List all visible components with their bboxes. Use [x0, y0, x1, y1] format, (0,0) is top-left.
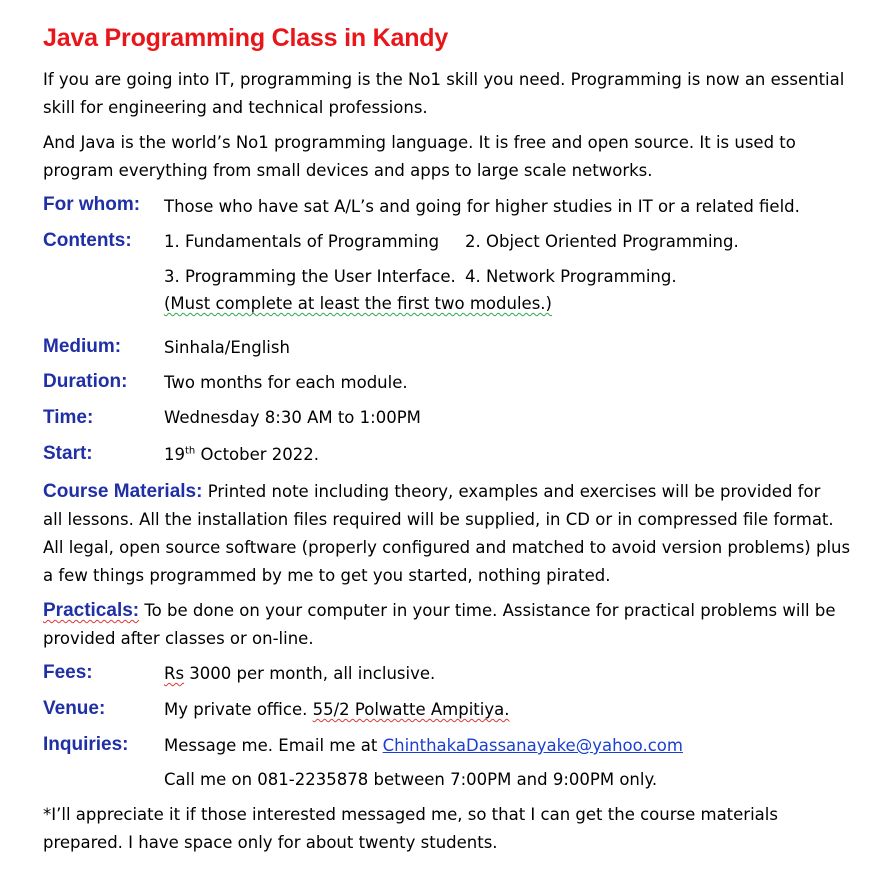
- intro-paragraph-1-line-1: If you are going into IT, programming is the No1 skill you need. Programming is now an essential: [43, 70, 845, 89]
- practicals-line-1: [43, 597, 835, 625]
- start-day: 19: [164, 445, 185, 464]
- venue-label: Venue:: [43, 698, 106, 719]
- medium-value: Sinhala/English: [164, 338, 290, 357]
- for-whom-label: For whom:: [43, 194, 141, 215]
- course-materials-line-4: a few things programmed by me to get you started, nothing pirated.: [43, 566, 611, 585]
- course-materials-line-3: All legal, open source software (properly configured and matched to avoid version problems) plus: [43, 538, 851, 557]
- inquiries-prefix: Message me. Email me at: [164, 736, 383, 755]
- practicals-line-2: provided after classes or on-line.: [43, 629, 314, 648]
- contents-item-1: 1. Fundamentals of Programming: [164, 232, 440, 251]
- start-date-rest: October 2022.: [195, 445, 320, 464]
- for-whom-value: Those who have sat A/L’s and going for higher studies in IT or a related field.: [164, 197, 800, 216]
- course-materials-label: Course Materials:: [43, 481, 203, 502]
- time-label: Time:: [43, 407, 94, 428]
- venue-text: My private office.: [164, 700, 313, 719]
- fees-label: Fees:: [43, 662, 93, 683]
- time-value: Wednesday 8:30 AM to 1:00PM: [164, 408, 421, 427]
- intro-paragraph-1-line-2: skill for engineering and technical professions.: [43, 98, 428, 117]
- medium-label: Medium:: [43, 336, 122, 357]
- intro-paragraph-2-line-2: program everything from small devices and apps to large scale networks.: [43, 161, 653, 180]
- contents-item-3: 3. Programming the User Interface.: [164, 267, 456, 286]
- inquiries-line-2: Call me on 081-2235878 between 7:00PM and 9:00PM only.: [164, 770, 658, 789]
- venue-value: [164, 696, 509, 724]
- page-title: Java Programming Class in Kandy: [43, 24, 449, 52]
- duration-value: Two months for each module.: [164, 373, 408, 392]
- start-label: Start:: [43, 443, 93, 464]
- contents-item-2: 2. Object Oriented Programming.: [465, 232, 739, 251]
- intro-paragraph-2-line-1: And Java is the world’s No1 programming language. It is free and open source. It is used to: [43, 133, 796, 152]
- start-day-suffix: th: [185, 445, 196, 457]
- inquiries-line-1: [164, 732, 683, 760]
- duration-label: Duration:: [43, 371, 128, 392]
- venue-address: 55/2 Polwatte Ampitiya.: [312, 700, 510, 719]
- course-materials-line-2: all lessons. All the installation files required will be supplied, in CD or in compressed file format.: [43, 510, 834, 529]
- fees-currency: Rs: [164, 664, 185, 683]
- email-link[interactable]: ChinthakaDassanayake@yahoo.com: [382, 736, 683, 755]
- contents-item-4: 4. Network Programming.: [465, 267, 677, 286]
- course-materials-line-1: [43, 478, 820, 506]
- footer-note-line-2: prepared. I have space only for about twenty students.: [43, 833, 498, 852]
- inquiries-label: Inquiries:: [43, 734, 129, 755]
- course-materials-text-1: Printed note including theory, examples and exercises will be provided for: [202, 482, 821, 501]
- start-value: [164, 441, 319, 469]
- practicals-text-1: To be done on your computer in your time. Assistance for practical problems will be: [139, 601, 836, 620]
- contents-label: Contents:: [43, 230, 132, 251]
- practicals-label: Practicals:: [43, 600, 140, 621]
- fees-amount: 3000 per month, all inclusive.: [184, 664, 436, 683]
- fees-value: [164, 660, 435, 688]
- contents-note-text: (Must complete at least the first two modules.): [164, 294, 552, 313]
- footer-note-line-1: *I’ll appreciate it if those interested messaged me, so that I can get the course materials: [43, 805, 778, 824]
- contents-note: [164, 290, 552, 318]
